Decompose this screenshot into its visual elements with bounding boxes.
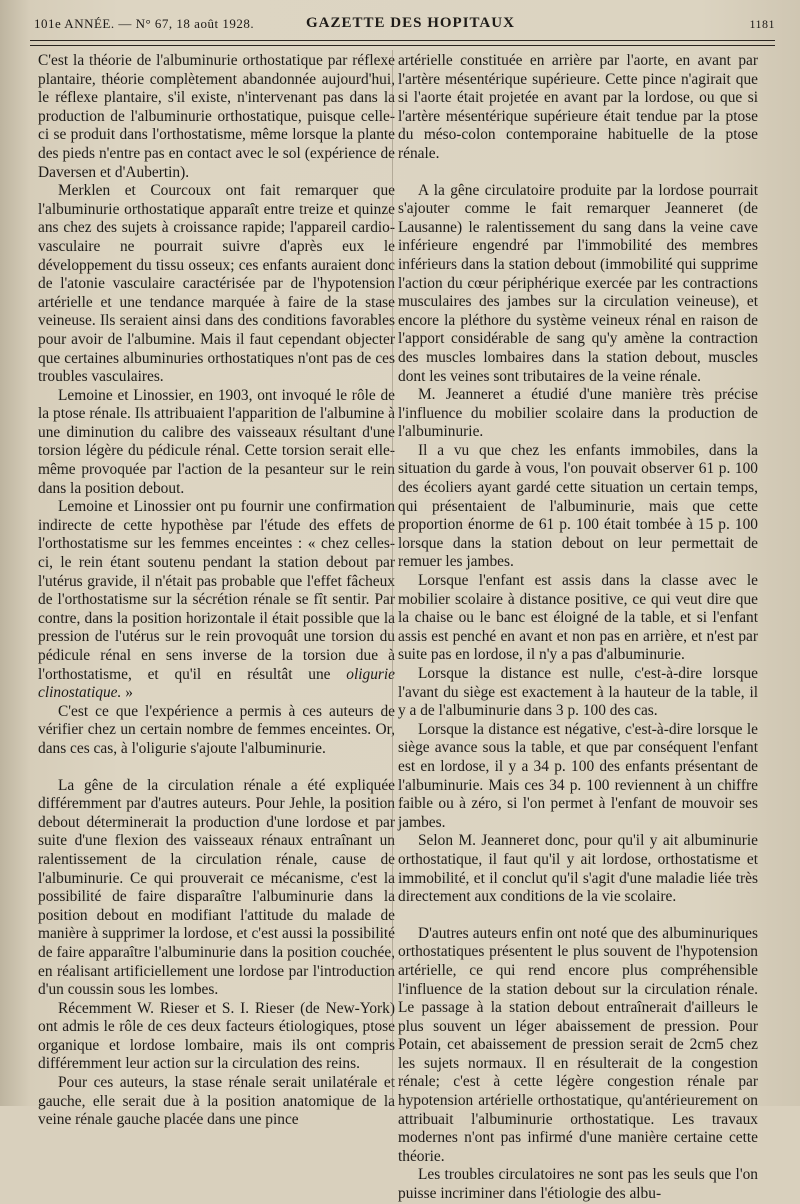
italic-term: oligurie clinostatique. — [38, 665, 395, 702]
paragraph: Pour ces auteurs, la stase rénale serait unilatérale et gauche, elle serait due à la position anatomique de la veine rénale gauche placée dans une pince — [38, 1074, 395, 1129]
paragraph: Il a vu que chez les enfants immobiles, dans la situation du garde à vous, l'on pouvait observer 61 p. 100 des écoliers ayant gardé cette situation un certain temps, qui présentaient de l'albuminurie, mais que cette proportion énorme de 61 p. 100 était tombée à 15 p. 100 lorsque dans la station debout on leur permettait de remuer les jambes. — [398, 441, 758, 571]
paragraph: Lorsque la distance est négative, c'est-à-dire lorsque le siège avance sous la table, et que par conséquent l'enfant est en lordose, il y a 34 p. 100 des enfants présentant de l'albuminurie. Mais ces 34 p. 100 reviennent à un chiffre faible ou à zéro, si l'on permet à l'enfant de mouvoir ses jambes. — [398, 720, 758, 831]
closing-quote: » — [121, 684, 133, 702]
column-divider — [392, 50, 393, 1100]
page-number: 1181 — [749, 17, 775, 31]
issue-info: 101e ANNÉE. — N° 67, 18 août 1928. — [34, 16, 255, 31]
header-rule-bottom — [30, 45, 775, 46]
paragraph: Lemoine et Linossier, en 1903, ont invoqué le rôle de la ptose rénale. Ils attribuaient l'apparition de l'albumine à une diminution du calibre des vaisseaux résultant d'une torsion légère du pédicule rénal. Cette torsion serait elle-même provoquée par l'action de la pesanteur sur le rein dans la position debout. — [38, 386, 395, 497]
paragraph — [38, 498, 395, 703]
paragraph: Selon M. Jeanneret donc, pour qu'il y ait albuminurie orthostatique, il faut qu'il y ait lordose, orthostatisme et immobilité, et il conclut qu'il s'agit d'une maladie liée très directement aux conditions de la vie scolaire. — [398, 832, 758, 906]
paragraph: A la gêne circulatoire produite par la lordose pourrait s'ajouter comme le fait remarquer Jeanneret (de Lausanne) le ralentissement du sang dans la veine cave inférieure engendré par l'immobilité des membres inférieurs dans la station debout (immobilité qui supprime l'action du cœur périphérique exercée par les contractions musculaires des jambes sur la circulation veineuse), et encore la pléthore du système veineux rénal en raison de l'apport considérable de sang qu'y amène la contraction des muscles lombaires dans la station debout, muscles dont les veines sont tributaires de la veine rénale. — [398, 181, 758, 385]
paragraph: La gêne de la circulation rénale a été expliquée différemment par d'autres auteurs. Pour Jehle, la position debout déterminerait la production d'une lordose et par suite d'une flexion des vaisseaux rénaux entraînant un ralentissement de la circulation rénale, cause de l'albuminurie. Ce qui prouverait ce mécanisme, c'est la possibilité de faire disparaître l'albuminurie dans la position debout en modifiant l'attitude du malade de manière à supprimer la lordose, et c'est aussi la possibilité de faire apparaître l'albuminurie dans la position couchée, en réalisant artificiellement une lordose par l'introduction d'un coussin sous les lombes. — [38, 776, 395, 999]
paragraph-text: Lemoine et Linossier ont pu fournir une confirmation indirecte de cette hypothèse par l'étude des effets de l'orthostatisme sur les femmes enceintes : « chez celles-ci, le rein étant soutenu pendant la station debout par l'utérus gravide, il n'était pas probable que l'effet fâcheux de l'orthostatisme sur la sécrétion rénale se fît sentir. Par contre, dans la position horizontale il était possible que la pression de l'utérus sur le rein provoquât une torsion du pédicule rénal en sens inverse de la torsion due à l'orthostatisme, et qu'il en résultât une — [38, 498, 395, 683]
page-header — [30, 10, 775, 36]
header-rule-top — [30, 40, 775, 41]
paragraph: Lorsque l'enfant est assis dans la classe avec le mobilier scolaire à distance positive, ce qui veut dire que la chaise ou le banc est éloigné de la table, et si l'enfant assis est penché en avant et non pas en arrière, et n'est par suite pas en lordose, il n'y a pas d'albuminurie. — [398, 572, 758, 664]
paragraph: D'autres auteurs enfin ont noté que des albuminuriques orthostatiques présentent le plus souvent de l'hypotension artérielle, ce qui rend encore plus compréhensible l'influence de la station debout sur la circulation rénale. Le passage à la station debout entraînerait d'ailleurs le plus souvent un léger abaissement de pression. Pour Potain, cet abaissement de pression serait de 2cm5 chez les sujets normaux. Il en résulterait de la congestion rénale; c'est à cette légère congestion rénale par hypotension artérielle orthostatique, qu'antérieurement on attribuait l'albuminurie orthostatique. Les travaux modernes n'ont pas infirmé d'une manière certaine cette théorie. — [398, 924, 758, 1165]
paragraph: Les troubles circulatoires ne sont pas les seuls que l'on puisse incriminer dans l'étiologie des albu- — [398, 1166, 758, 1203]
right-column — [398, 52, 758, 1204]
paragraph: Merklen et Courcoux ont fait remarquer que l'albuminurie orthostatique apparaît entre treize et quinze ans chez des sujets à croissance rapide; l'appareil cardio-vasculaire ne pourrait suivre d'après eux le développement du tissu osseux; ces enfants auraient donc de l'atonie vasculaire caractérisée par de l'hypotension artérielle et une tendance marquée à faire de la stase veineuse. Ils seraient ainsi dans des conditions favorables pour avoir de l'albumine. Mais il faut cependant objecter que certaines albuminuries orthostatiques n'ont pas de ces troubles vasculaires. — [38, 182, 395, 386]
paragraph: Lorsque la distance est nulle, c'est-à-dire lorsque l'avant du siège est exactement à la hauteur de la table, il y a de l'albuminurie dans 3 p. 100 des cas. — [398, 665, 758, 720]
paragraph: C'est la théorie de l'albuminurie orthostatique par réflexe plantaire, théorie complètement abandonnée aujourd'hui, le réflexe plantaire, s'il existe, n'intervenant pas dans la production de l'albuminurie orthostatique, puisque celle-ci se produit dans l'orthostatisme, même lorsque la plante des pieds n'entre pas en contact avec le sol (expérience de Daversen et d'Aubertin). — [38, 52, 395, 181]
journal-title: GAZETTE DES HOPITAUX — [306, 15, 515, 31]
paragraph: M. Jeanneret a étudié d'une manière très précise l'influence du mobilier scolaire dans la production de l'albuminurie. — [398, 386, 758, 441]
left-column — [38, 52, 395, 1130]
paragraph: Récemment W. Rieser et S. I. Rieser (de New-York) ont admis le rôle de ces deux facteurs étiologiques, ptose organique et lordose lombaire, mais ils ont compris différemment leur action sur la circulation des reins. — [38, 999, 395, 1073]
paragraph: artérielle constituée en arrière par l'aorte, en avant par l'artère mésentérique supérieure. Cette pince n'agirait que si l'aorte était projetée en avant par la lordose, ou que si l'artère mésentérique supérieure était tendue par la ptose du méso-colon contemporaine habituelle de la ptose rénale. — [398, 52, 758, 162]
paragraph: C'est ce que l'expérience a permis à ces auteurs de vérifier chez un certain nombre de femmes enceintes. Or, dans ces cas, à l'oligurie s'ajoute l'albuminurie. — [38, 702, 395, 757]
